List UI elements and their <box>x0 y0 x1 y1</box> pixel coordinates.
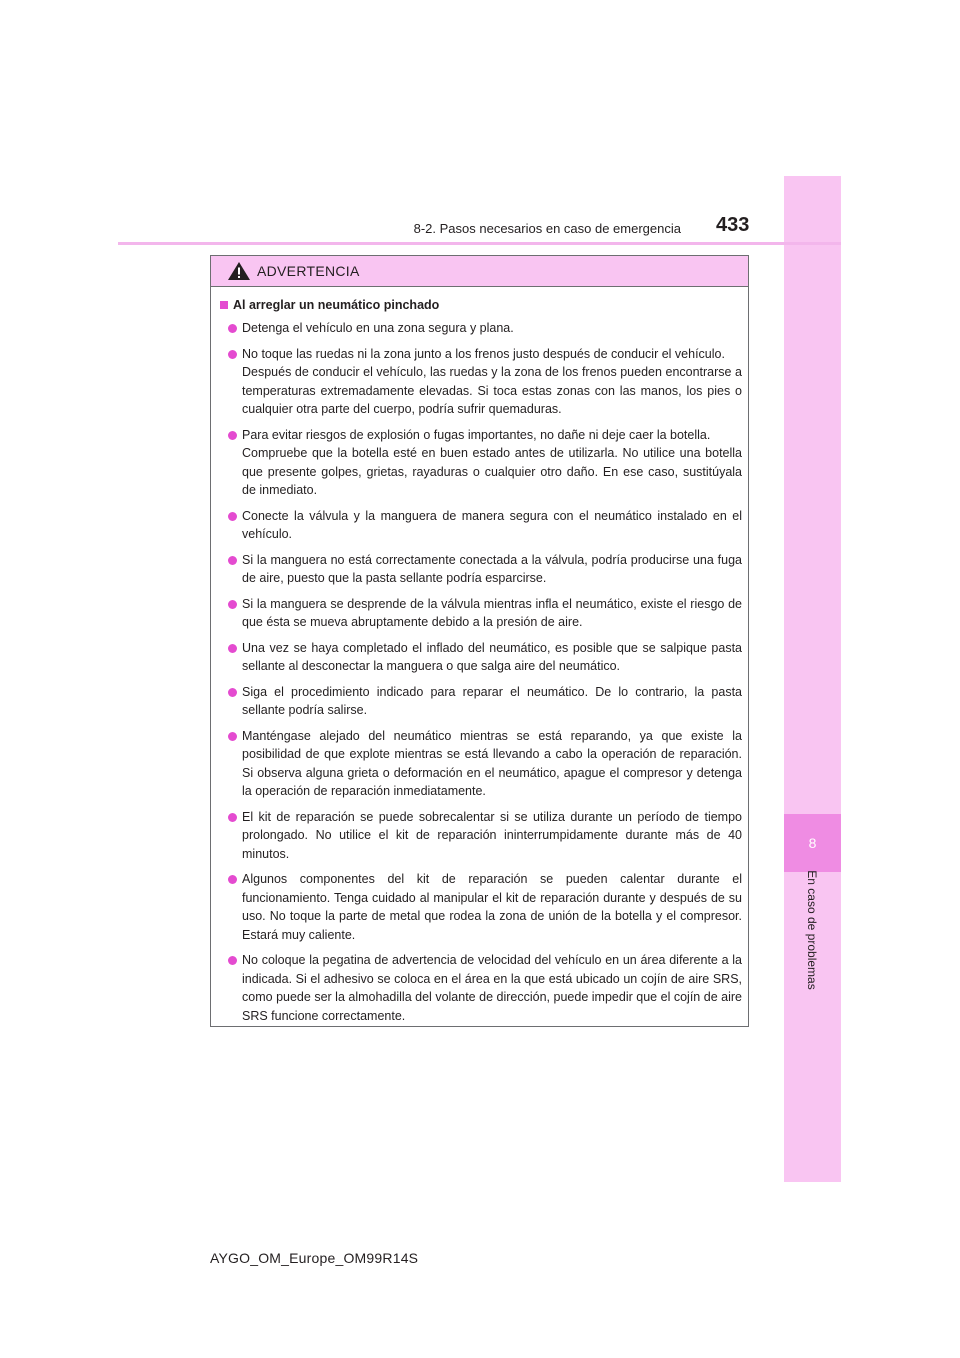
list-item <box>220 639 742 676</box>
document-code: AYGO_OM_Europe_OM99R14S <box>210 1250 419 1266</box>
bullet-dot-icon <box>228 512 237 521</box>
list-item-text: Conecte la válvula y la manguera de manera segura con el neumático instalado en el vehículo. <box>242 508 742 541</box>
bullet-dot-icon <box>228 956 237 965</box>
list-item <box>220 595 742 632</box>
warning-subheading <box>220 298 742 312</box>
list-item-text: Después de conducir el vehículo, las ruedas y la zona de los frenos pueden encontrarse a temperaturas extremadamente elevadas. Si toca estas zonas con las manos, los pies o cualquier otra parte del cuerpo, podría sufrir quemaduras. <box>242 365 742 416</box>
warning-triangle-icon <box>227 261 251 281</box>
bullet-dot-icon <box>228 875 237 884</box>
warning-header <box>211 256 748 287</box>
chapter-label: En caso de problemas <box>805 870 819 990</box>
bullet-dot-icon <box>228 431 237 440</box>
header-divider <box>118 242 841 245</box>
warning-box <box>210 255 749 1027</box>
list-item-text: Detenga el vehículo en una zona segura y plana. <box>242 321 514 335</box>
bullet-dot-icon <box>228 813 237 822</box>
section-title: 8-2. Pasos necesarios en caso de emergencia <box>413 221 681 236</box>
list-item-text: Si la manguera no está correctamente conectada a la válvula, podría producirse una fuga de aire, puesto que la pasta sellante podría esparcirse. <box>242 552 742 585</box>
bullet-dot-icon <box>228 324 237 333</box>
list-item <box>220 808 742 864</box>
list-item <box>220 426 742 500</box>
warning-title: ADVERTENCIA <box>257 263 360 279</box>
list-item <box>220 551 742 588</box>
list-item-text: Manténgase alejado del neumático mientras se está reparando, ya que existe la posibilidad de que explote mientras se está llevando a cabo la operación de reparación. Si observa alguna grieta o deformación en el neumático, apague el compresor y detenga la operación de reparación inmediatamente. <box>242 728 742 798</box>
list-item <box>220 727 742 801</box>
square-bullet-icon <box>220 301 228 309</box>
list-item-text: No coloque la pegatina de advertencia de velocidad del vehículo en un área diferente a la indicada. Si el adhesivo se coloca en el área en la que está ubicado un cojín de aire SRS, como puede ser la almohadilla del volante de dirección, puede impedir que el cojín de aire SRS funcione correctamente. <box>242 953 742 1023</box>
bullet-dot-icon <box>228 556 237 565</box>
chapter-number: 8 <box>784 814 841 872</box>
list-item <box>220 507 742 544</box>
chapter-side-tab <box>784 176 841 1182</box>
list-item <box>220 319 742 338</box>
list-item <box>220 870 742 944</box>
list-item <box>220 683 742 720</box>
bullet-dot-icon <box>228 688 237 697</box>
list-item-text: Algunos componentes del kit de reparación se pueden calentar durante el funcionamiento. Tenga cuidado al manipular el kit de reparación durante y después de su uso. No toque la parte de metal que rodea la zona de unión de la botella y el compresor. Estará muy caliente. <box>242 872 742 942</box>
list-item <box>220 345 742 419</box>
list-item-text: Compruebe que la botella esté en buen estado antes de utilizarla. No utilice una botella que presente golpes, grietas, rayaduras o cualquier otro daño. En ese caso, sustitúyala de inmediato. <box>242 446 742 497</box>
list-item-text: No toque las ruedas ni la zona junto a los frenos justo después de conducir el vehículo. <box>242 346 725 361</box>
page-number: 433 <box>716 214 750 236</box>
bullet-dot-icon <box>228 350 237 359</box>
list-item-text: Para evitar riesgos de explosión o fugas importantes, no dañe ni deje caer la botella. <box>242 427 711 442</box>
bullet-dot-icon <box>228 732 237 741</box>
bullet-dot-icon <box>228 600 237 609</box>
bullet-dot-icon <box>228 644 237 653</box>
list-item-text: El kit de reparación se puede sobrecalentar si se utiliza durante un período de tiempo prolongado. No utilice el kit de reparación ininterrumpidamente durante más de 40 minutos. <box>242 809 742 861</box>
warning-subheading-text: Al arreglar un neumático pinchado <box>233 298 440 312</box>
warning-body <box>211 287 748 1025</box>
warning-list <box>220 319 742 1025</box>
list-item-text: Si la manguera se desprende de la válvula mientras infla el neumático, existe el riesgo de que ésta se mueva abruptamente debido a la presión de aire. <box>242 596 742 629</box>
list-item-text: Una vez se haya completado el inflado del neumático, es posible que se salpique pasta sellante al desconectar la manguera o que salga aire del neumático. <box>242 640 742 673</box>
list-item-text: Siga el procedimiento indicado para reparar el neumático. De lo contrario, la pasta sellante podría salirse. <box>242 684 742 717</box>
list-item <box>220 951 742 1025</box>
